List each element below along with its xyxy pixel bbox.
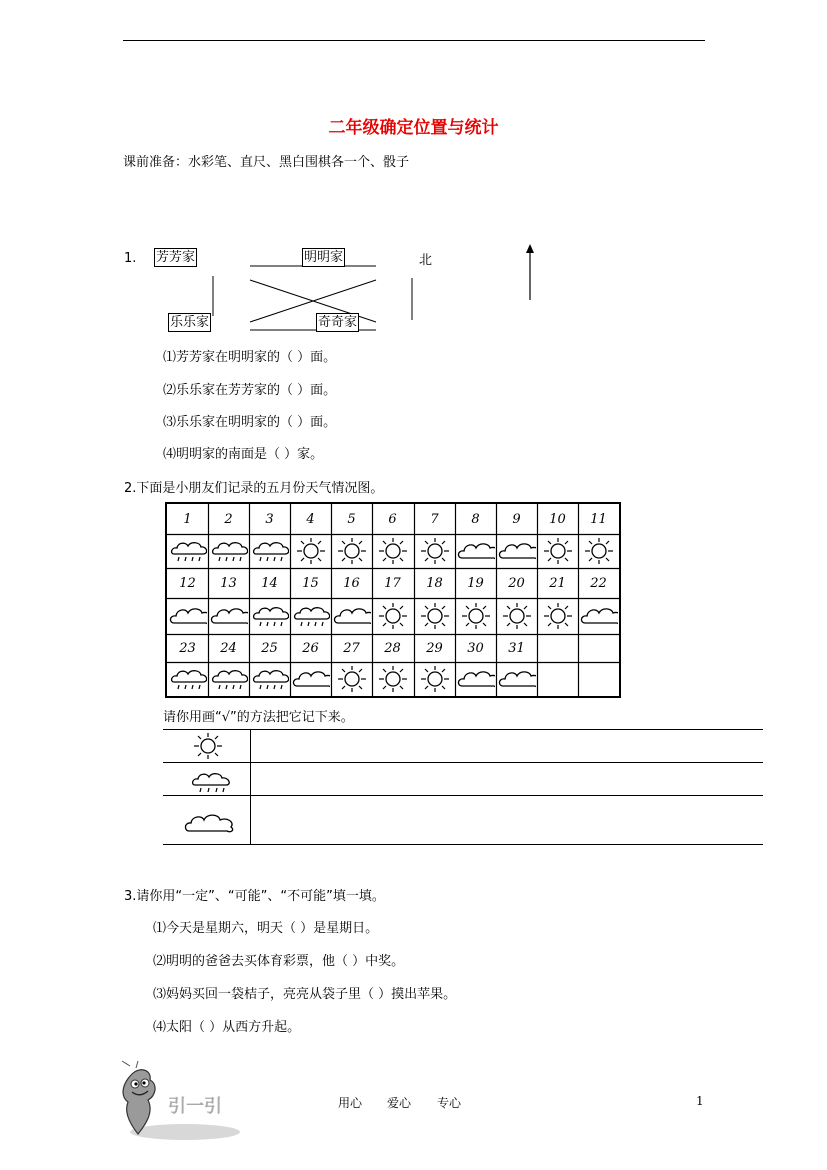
cloud-icon <box>498 537 536 565</box>
weather-day-number: 24 <box>220 640 237 656</box>
weather-day-number: 3 <box>265 511 274 527</box>
weather-day-icon <box>208 534 249 568</box>
footer-logo <box>110 1060 240 1148</box>
q3-item: ⑴今天是星期六，明天（ ）是星期日。 <box>153 921 379 936</box>
weather-day-icon <box>455 534 496 568</box>
weather-day-number: 29 <box>426 640 443 656</box>
sun-icon <box>292 537 330 565</box>
footer-motto-3: 专心 <box>437 1096 462 1110</box>
weather-day-number: 12 <box>179 575 196 591</box>
sun-icon <box>333 665 371 693</box>
weather-day-icon <box>290 662 331 696</box>
cloud-icon <box>169 602 207 630</box>
weather-day-icon <box>496 598 537 634</box>
footer-motto-2: 爱心 <box>387 1096 412 1110</box>
weather-day-icon <box>167 662 208 696</box>
weather-day-icon <box>496 662 537 696</box>
weather-day-icon <box>249 534 290 568</box>
tally-row-rain <box>189 767 239 799</box>
rain-cloud-icon <box>169 537 207 565</box>
weather-day-number: 18 <box>426 575 443 591</box>
weather-day-icon <box>372 598 413 634</box>
weather-day-icon <box>537 598 578 634</box>
sun-icon <box>498 602 536 630</box>
mingming-home-label: 明明家 <box>304 250 344 265</box>
q1-item: ⑵乐乐家在芳芳家的（ ）面。 <box>163 383 337 398</box>
tally-row-cloud <box>183 809 239 841</box>
north-label: 北 <box>419 253 433 268</box>
sun-icon <box>539 537 577 565</box>
rain-cloud-icon <box>251 537 289 565</box>
weather-day-icon <box>290 598 331 634</box>
weather-day-icon <box>455 662 496 696</box>
tally-table <box>163 729 763 845</box>
weather-day-number: 28 <box>384 640 401 656</box>
weather-day-number: 25 <box>261 640 278 656</box>
rain-cloud-icon <box>251 665 289 693</box>
sun-icon <box>374 665 412 693</box>
prep-text: 课前准备：水彩笔、直尺、黑白围棋各一个、骰子 <box>123 155 410 170</box>
north-arrow-icon <box>526 244 534 300</box>
q1-number: 1. <box>124 251 137 266</box>
qiqi-home-label: 奇奇家 <box>318 315 358 330</box>
weather-day-number: 26 <box>302 640 319 656</box>
header-rule <box>123 40 705 41</box>
cloud-icon <box>210 602 248 630</box>
rain-cloud-icon <box>292 602 330 630</box>
weather-day-icon <box>331 598 372 634</box>
weather-day-icon <box>496 534 537 568</box>
weather-day-icon <box>208 598 249 634</box>
weather-day-number: 21 <box>549 575 566 591</box>
weather-day-number: 15 <box>302 575 319 591</box>
weather-day-number: 19 <box>467 575 484 591</box>
cloud-icon <box>457 537 495 565</box>
weather-day-number: 23 <box>179 640 196 656</box>
sun-icon <box>539 602 577 630</box>
weather-day-number: 22 <box>590 575 607 591</box>
rain-cloud-icon <box>189 767 239 795</box>
weather-day-number: 9 <box>512 511 521 527</box>
weather-day-icon <box>331 662 372 696</box>
weather-day-number: 10 <box>549 511 566 527</box>
logo-text: 引一引 <box>168 1096 222 1117</box>
weather-day-number: 16 <box>343 575 360 591</box>
weather-day-number: 27 <box>343 640 360 656</box>
weather-day-number: 2 <box>224 511 233 527</box>
rain-cloud-icon <box>210 537 248 565</box>
sun-icon <box>374 602 412 630</box>
weather-day-number: 17 <box>384 575 401 591</box>
weather-day-icon <box>249 662 290 696</box>
cloud-icon <box>580 602 618 630</box>
sun-icon <box>457 602 495 630</box>
weather-day-icon <box>331 534 372 568</box>
sun-icon <box>416 665 454 693</box>
sun-icon <box>580 537 618 565</box>
weather-day-icon <box>455 598 496 634</box>
weather-record-table <box>165 502 621 698</box>
weather-day-icon <box>290 534 331 568</box>
q3-title: 3.请你用“一定”、“可能”、“不可能”填一填。 <box>124 889 385 904</box>
weather-day-number: 14 <box>261 575 278 591</box>
weather-day-number: 6 <box>388 511 397 527</box>
cloud-icon <box>183 809 239 837</box>
page-number: 1 <box>696 1094 704 1108</box>
weather-day-number: 7 <box>430 511 439 527</box>
weather-day-number: 5 <box>347 511 356 527</box>
q3-item: ⑷太阳（ ）从西方升起。 <box>153 1020 301 1035</box>
weather-day-number: 13 <box>220 575 237 591</box>
weather-day-icon <box>537 534 578 568</box>
sun-icon <box>374 537 412 565</box>
weather-day-number: 1 <box>183 511 192 527</box>
weather-day-icon <box>249 598 290 634</box>
sun-icon <box>416 602 454 630</box>
weather-day-icon <box>208 662 249 696</box>
rain-cloud-icon <box>210 665 248 693</box>
cloud-icon <box>333 602 371 630</box>
lele-home-label: 乐乐家 <box>170 315 210 330</box>
rain-cloud-icon <box>169 665 207 693</box>
q3-item: ⑶妈妈买回一袋桔子，亮亮从袋子里（ ）摸出苹果。 <box>153 987 457 1002</box>
weather-day-icon <box>578 534 619 568</box>
q3-item: ⑵明明的爸爸去买体育彩票，他（ ）中奖。 <box>153 954 405 969</box>
tally-row-sun <box>191 732 225 764</box>
page-title: 二年级确定位置与统计 <box>328 118 499 138</box>
weather-day-number: 30 <box>467 640 484 656</box>
sun-icon <box>416 537 454 565</box>
weather-day-number: 11 <box>590 511 607 527</box>
cloud-icon <box>292 665 330 693</box>
q2-title: 2.下面是小朋友们记录的五月份天气情况图。 <box>124 481 384 496</box>
weather-day-icon <box>167 534 208 568</box>
weather-day-icon <box>578 598 619 634</box>
cloud-icon <box>457 665 495 693</box>
weather-day-number: 8 <box>471 511 480 527</box>
sun-icon <box>191 732 225 760</box>
cloud-icon <box>498 665 536 693</box>
footer-motto-1: 用心 <box>338 1096 363 1110</box>
q1-item: ⑴芳芳家在明明家的（ ）面。 <box>163 350 337 365</box>
weather-day-icon <box>414 662 455 696</box>
weather-day-icon <box>372 534 413 568</box>
q1-item: ⑶乐乐家在明明家的（ ）面。 <box>163 415 337 430</box>
sun-icon <box>333 537 371 565</box>
weather-day-icon <box>414 534 455 568</box>
weather-day-number: 4 <box>306 511 315 527</box>
rain-cloud-icon <box>251 602 289 630</box>
weather-day-number: 20 <box>508 575 525 591</box>
weather-day-icon <box>372 662 413 696</box>
weather-day-number: 31 <box>508 640 525 656</box>
fangfang-home-label: 芳芳家 <box>156 250 196 265</box>
q1-item: ⑷明明家的南面是（ ）家。 <box>163 447 324 462</box>
weather-day-icon <box>414 598 455 634</box>
weather-day-icon <box>167 598 208 634</box>
q2-instruction: 请你用画“√”的方法把它记下来。 <box>163 710 354 725</box>
